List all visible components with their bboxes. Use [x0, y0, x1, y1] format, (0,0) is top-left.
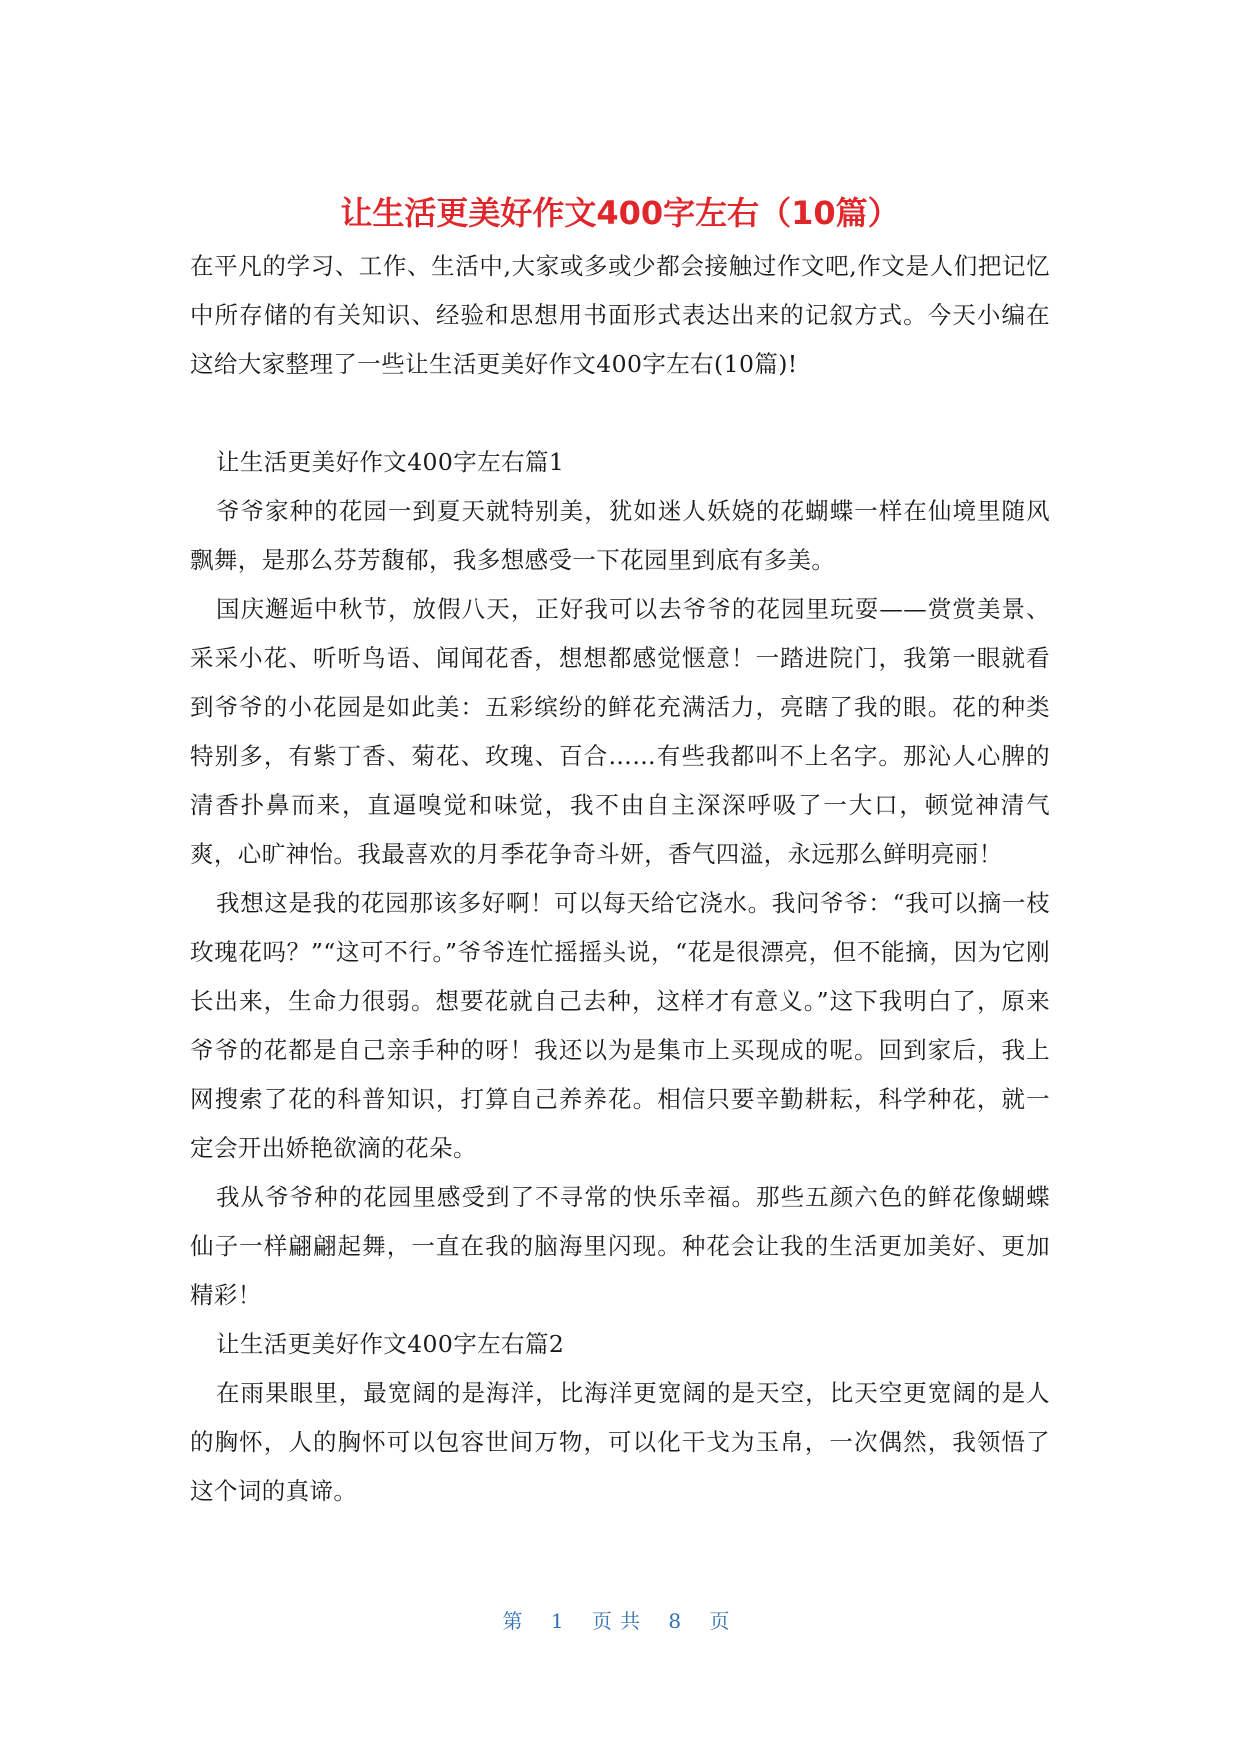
page-label-prefix: 第 [502, 1609, 531, 1633]
section-1-paragraph-4: 我从爷爷种的花园里感受到了不寻常的快乐幸福。那些五颜六色的鲜花像蝴蝶仙子一样翩翩起舞，一直在我的脑海里闪现。种花会让我的生活更加美好、更加精彩！ [190, 1183, 1050, 1309]
page-footer [0, 1605, 1240, 1634]
page-label-mid: 页共 [592, 1609, 648, 1633]
spacer [190, 389, 1050, 438]
section-2-paragraph-1: 在雨果眼里，最宽阔的是海洋，比海洋更宽阔的是天空，比天空更宽阔的是人的胸怀，人的胸怀可以包容世间万物，可以化干戈为玉帛，一次偶然，我领悟了这个词的真谛。 [190, 1379, 1050, 1505]
document-title: 让生活更美好作文400字左右（10篇） [340, 194, 900, 232]
section-1-paragraph-3: 我想这是我的花园那该多好啊！可以每天给它浇水。我问爷爷：“我可以摘一枝玫瑰花吗？”“这可不行。”爷爷连忙摇摇头说，“花是很漂亮，但不能摘，因为它刚长出来，生命力很弱。想要花就自己去种，这样才有意义。”这下我明白了，原来爷爷的花都是自己亲手种的呀！我还以为是集市上买现成的呢。回到家后，我上网搜索了花的科普知识，打算自己养养花。相信只要辛勤耕耘，科学种花，就一定会开出娇艳欲滴的花朵。 [190, 889, 1050, 1162]
document-page [190, 188, 1050, 1516]
total-pages: 8 [668, 1609, 690, 1633]
section-1-paragraph-2: 国庆邂逅中秋节，放假八天，正好我可以去爷爷的花园里玩耍——赏赏美景、采采小花、听听鸟语、闻闻花香，想想都感觉惬意！一踏进院门，我第一眼就看到爷爷的小花园是如此美：五彩缤纷的鲜花充满活力，亮瞎了我的眼。花的种类特别多，有紫丁香、菊花、玫瑰、百合……有些我都叫不上名字。那沁人心脾的清香扑鼻而来，直逼嗅觉和味觉，我不由自主深深呼吸了一大口，顿觉神清气爽，心旷神怡。我最喜欢的月季花争奇斗妍，香气四溢，永远那么鲜明亮丽！ [190, 595, 1050, 868]
section-heading-2: 让生活更美好作文400字左右篇2 [216, 1330, 565, 1358]
page-label-suffix: 页 [709, 1609, 738, 1633]
intro-paragraph: 在平凡的学习、工作、生活中,大家或多或少都会接触过作文吧,作文是人们把记忆中所存储的有关知识、经验和思想用书面形式表达出来的记叙方式。今天小编在这给大家整理了一些让生活更美好作文400字左右(10篇)! [190, 252, 1050, 378]
section-heading-1: 让生活更美好作文400字左右篇1 [216, 448, 565, 476]
page-number: 1 [550, 1609, 572, 1633]
section-1-paragraph-1: 爷爷家种的花园一到夏天就特别美，犹如迷人妖娆的花蝴蝶一样在仙境里随风飘舞，是那么芬芳馥郁，我多想感受一下花园里到底有多美。 [190, 497, 1050, 574]
